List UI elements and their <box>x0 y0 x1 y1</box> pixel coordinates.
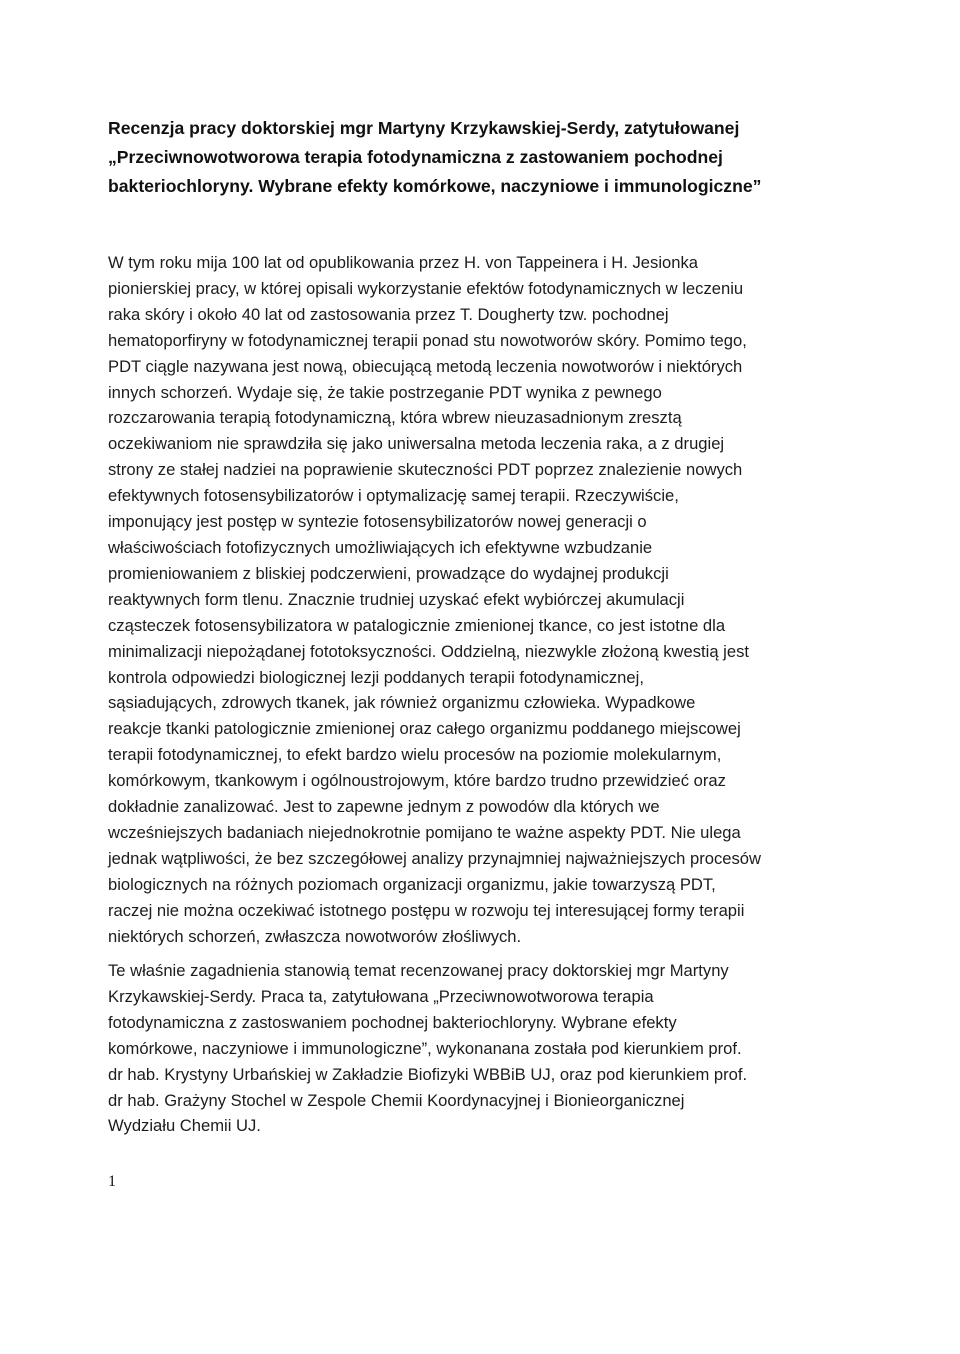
title-line: „Przeciwnowotworowa terapia fotodynamiczna z zastowaniem pochodnej <box>108 147 723 167</box>
paragraph-line: właściwościach fotofizycznych umożliwiających ich efektywne wzbudzanie <box>108 537 653 557</box>
paragraph-line: pionierskiej pracy, w której opisali wykorzystanie efektów fotodynamicznych w leczeniu <box>108 278 744 298</box>
paragraph-line: cząsteczek fotosensybilizatora w patalogicznie zmienionej tkance, co jest istotne dla <box>108 615 726 635</box>
paragraph-line: raczej nie można oczekiwać istotnego postępu w rozwoju tej interesującej formy terapii <box>108 900 745 920</box>
paragraph-line: komórkowym, tkankowym i ogólnoustrojowym, które bardzo trudno przewidzieć oraz <box>108 771 726 791</box>
title-line: Recenzja pracy doktorskiej mgr Martyny Krzykawskiej-Serdy, zatytułowanej <box>108 118 740 138</box>
paragraph-line: imponujący jest postęp w syntezie fotosensybilizatorów nowej generacji o <box>108 512 647 532</box>
paragraph-line: hematoporfiryny w fotodynamicznej terapii ponad stu nowotworów skóry. Pomimo tego, <box>108 330 747 350</box>
paragraph-line: reaktywnych form tlenu. Znacznie trudniej uzyskać efekt wybiórczej akumulacji <box>108 589 685 609</box>
paragraph-line: oczekiwaniom nie sprawdziła się jako uniwersalna metoda leczenia raka, a z drugiej <box>108 434 725 454</box>
paragraph-line: sąsiadujących, zdrowych tkanek, jak również organizmu człowieka. Wypadkowe <box>108 693 696 713</box>
paragraph-line: W tym roku mija 100 lat od opublikowania przez H. von Tappeinera i H. Jesionka <box>108 253 698 272</box>
paragraph-line: biologicznych na różnych poziomach organizacji organizmu, jakie towarzyszą PDT, <box>108 874 716 894</box>
paragraph-line: komórkowe, naczyniowe i immunologiczne”, wykonanana została pod kierunkiem prof. <box>108 1038 742 1058</box>
paragraph-line: fotodynamiczna z zastoswaniem pochodnej bakteriochloryny. Wybrane efekty <box>108 1012 677 1032</box>
paragraph-line: Te właśnie zagadnienia stanowią temat recenzowanej pracy doktorskiej mgr Martyny <box>108 961 729 980</box>
paragraph-line: minimalizacji niepożądanej fototoksyczności. Oddzielną, niezwykle złożoną kwestią jest <box>108 641 750 661</box>
paragraph-line: raka skóry i około 40 lat od zastosowania przez T. Dougherty tzw. pochodnej <box>108 304 669 324</box>
paragraph-line: jednak wątpliwości, że bez szczegółowej analizy przynajmniej najważniejszych procesów <box>108 848 761 868</box>
paragraph-line: reakcje tkanki patologicznie zmienionej oraz całego organizmu poddanego miejscowej <box>108 719 741 739</box>
paragraph-line: promieniowaniem z bliskiej podczerwieni, prowadzące do wydajnej produkcji <box>108 563 669 583</box>
paragraph-line: Wydziału Chemii UJ. <box>108 1116 261 1136</box>
paragraph-line: Krzykawskiej-Serdy. Praca ta, zatytułowana „Przeciwnowotworowa terapia <box>108 986 654 1006</box>
paragraph-line: strony ze stałej nadziei na poprawienie skuteczności PDT poprzez znalezienie nowych <box>108 460 743 480</box>
paragraph-line: innych schorzeń. Wydaje się, że takie postrzeganie PDT wynika z pewnego <box>108 382 662 402</box>
page-number: 1 <box>108 1173 116 1190</box>
paragraph-line: dokładnie zanalizować. Jest to zapewne jednym z powodów dla których we <box>108 797 660 817</box>
paragraph-line: kontrola odpowiedzi biologicznej lezji poddanych terapii fotodynamicznej, <box>108 667 644 687</box>
paragraph-line: PDT ciągle nazywana jest nową, obiecującą metodą leczenia nowotworów i niektórych <box>108 356 743 376</box>
paragraph-thesis-description <box>108 958 868 1139</box>
paragraph-line: efektywnych fotosensybilizatorów i optymalizację samej terapii. Rzeczywiście, <box>108 486 679 506</box>
review-title <box>108 114 868 201</box>
paragraph-line: niektórych schorzeń, zwłaszcza nowotworów złośliwych. <box>108 926 522 946</box>
title-line: bakteriochloryny. Wybrane efekty komórkowe, naczyniowe i immunologiczne” <box>108 176 762 196</box>
paragraph-line: wcześniejszych badaniach niejednokrotnie pomijano te ważne aspekty PDT. Nie ulega <box>108 822 741 842</box>
paragraph-introduction <box>108 250 868 949</box>
paragraph-line: dr hab. Grażyny Stochel w Zespole Chemii Koordynacyjnej i Bionieorganicznej <box>108 1090 685 1110</box>
paragraph-line: dr hab. Krystyny Urbańskiej w Zakładzie Biofizyki WBBiB UJ, oraz pod kierunkiem prof. <box>108 1064 748 1084</box>
paragraph-line: rozczarowania terapią fotodynamiczną, która wbrew nieuzasadnionym zresztą <box>108 408 682 428</box>
paragraph-line: terapii fotodynamicznej, to efekt bardzo wielu procesów na poziomie molekularnym, <box>108 745 722 765</box>
